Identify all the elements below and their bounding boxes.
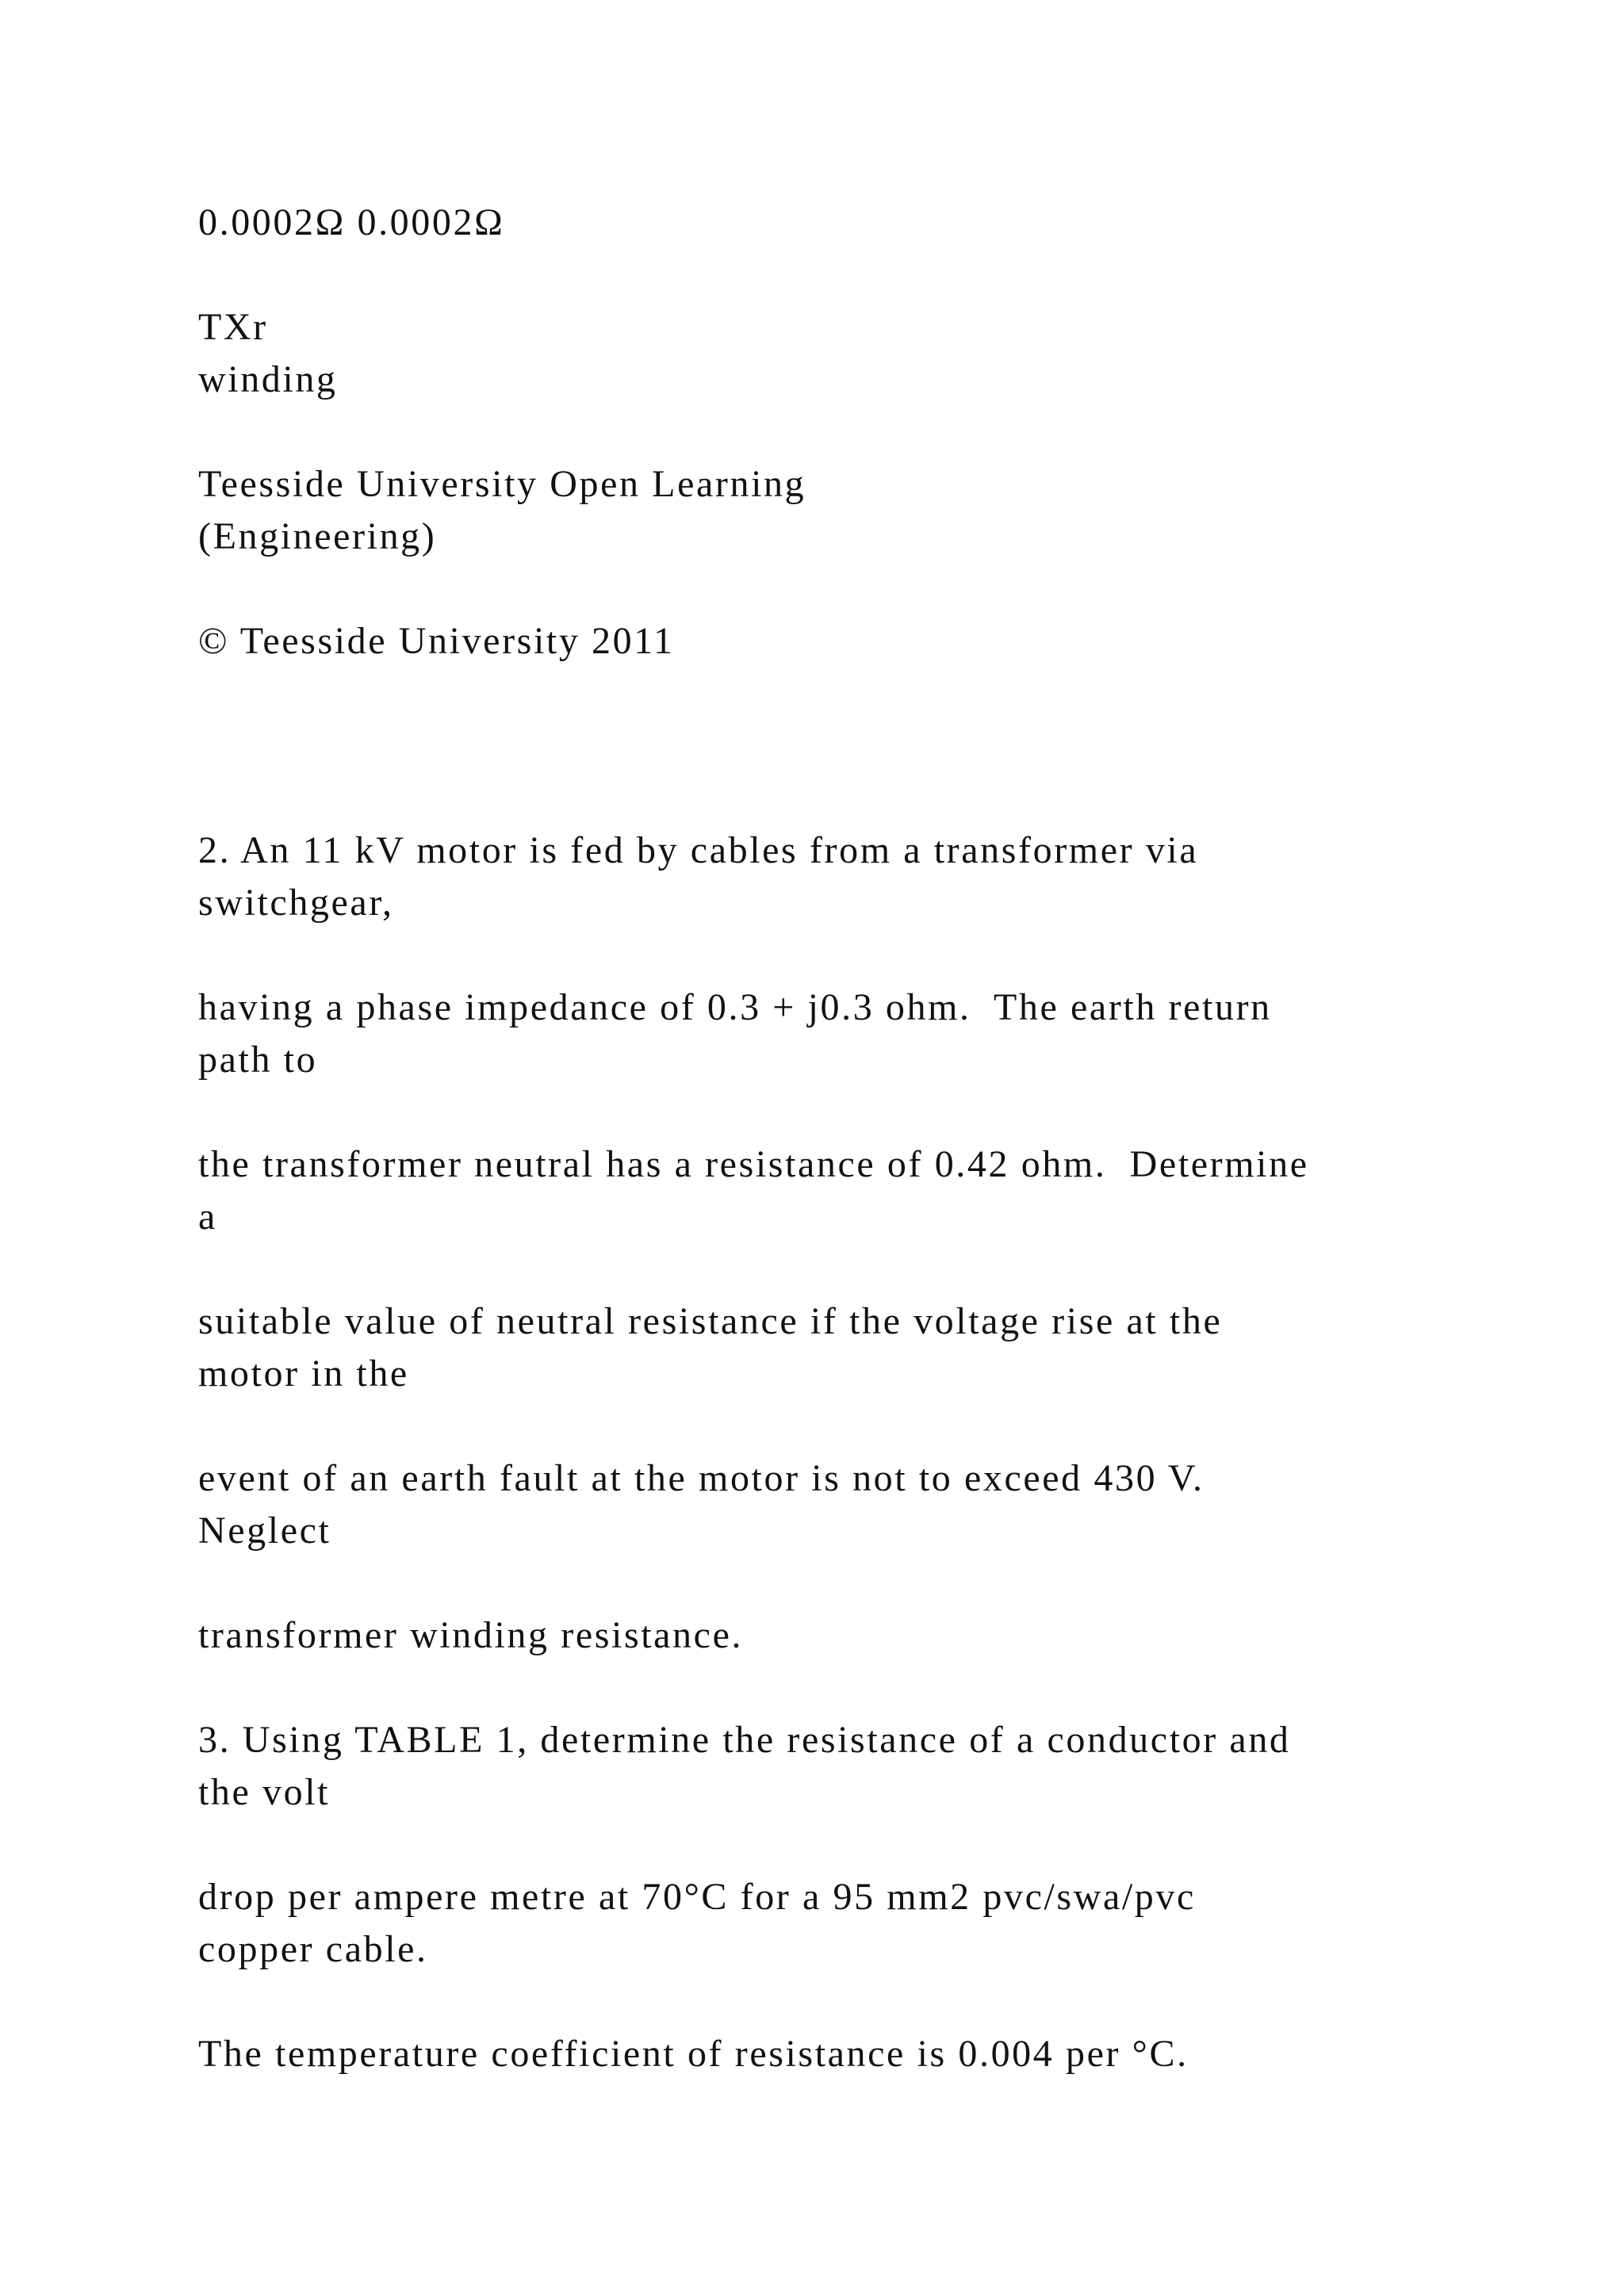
question-2-text: the transformer neutral has a resistance of 0.42 ohm. Determine bbox=[198, 1143, 1309, 1185]
question-2-text: transformer winding resistance. bbox=[198, 1614, 744, 1656]
winding-label: winding bbox=[198, 358, 338, 400]
question-3-text: drop per ampere metre at 70°C for a 95 mm2 pvc/swa/pvc bbox=[198, 1876, 1196, 1918]
copyright-notice: © Teesside University 2011 bbox=[198, 620, 675, 662]
question-2-text: Neglect bbox=[198, 1510, 331, 1552]
question-2-text: a bbox=[198, 1196, 217, 1238]
question-3-text: 3. Using TABLE 1, determine the resistance of a conductor and bbox=[198, 1719, 1291, 1761]
transformer-label: TXr bbox=[198, 306, 268, 348]
question-2-text: having a phase impedance of 0.3 + j0.3 ohm. The earth return bbox=[198, 986, 1272, 1028]
institution-name: Teesside University Open Learning bbox=[198, 463, 806, 505]
institution-department: (Engineering) bbox=[198, 515, 437, 557]
question-2-text: event of an earth fault at the motor is not to exceed 430 V. bbox=[198, 1457, 1205, 1499]
question-3-text: the volt bbox=[198, 1771, 331, 1813]
question-2-text: motor in the bbox=[198, 1353, 409, 1395]
question-3-text: The temperature coefficient of resistance is 0.004 per °C. bbox=[198, 2033, 1189, 2075]
question-3-text: copper cable. bbox=[198, 1928, 428, 1970]
resistance-values: 0.0002Ω 0.0002Ω bbox=[198, 201, 505, 243]
question-2-text: 2. An 11 kV motor is fed by cables from a transformer via bbox=[198, 829, 1199, 871]
question-2-text: suitable value of neutral resistance if the voltage rise at the bbox=[198, 1300, 1223, 1342]
question-2-text: path to bbox=[198, 1039, 318, 1081]
question-2-text: switchgear, bbox=[198, 882, 394, 924]
